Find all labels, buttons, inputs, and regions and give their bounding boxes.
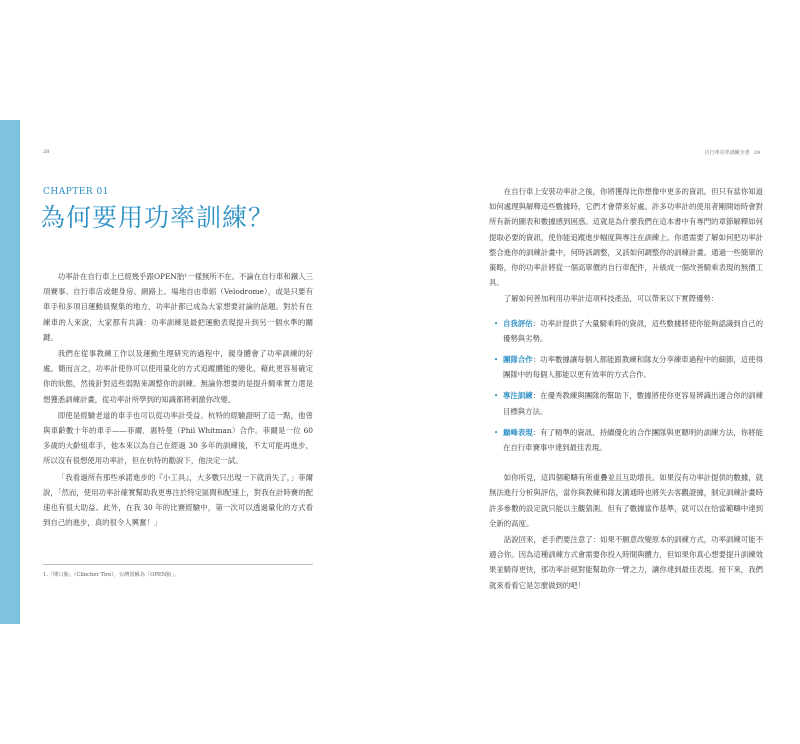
body-paragraph: 話說回來，老手們要注意了：如果不願意改變原本的訓練方式，功率訓練可能不適合你。因為這種訓練方式會需要你投入時間與體力，但如果你真心想要提升訓練效果並騎得更快，那功率計絕對能幫助你一臂之力，讓你達到最佳表現。接下來，我們就來看看它是怎麼做到的吧！: [489, 535, 763, 590]
footnote: 1.「開口胎」（Clincher Tire），台灣常稱為「OPEN胎」。: [43, 572, 180, 578]
list-item-text: [503, 425, 763, 455]
list-item: [489, 425, 763, 455]
right-page-body: [489, 184, 763, 594]
body-paragraph: 在自行車上安裝功率計之後，你將獲得比你想像中更多的資訊。但只有當你知道如何處理與解釋這些數據時，它們才會帶來好處。許多功率計的使用者剛開始時會對所有新的圖表和數據感到困惑。這就是為什麼我們在這本書中有專門的章節解釋如何提取必要的資訊，使你能追蹤進步幅度與專注在訓練上。你還需要了解如何把功率計整合進你的訓練計畫中，何時該調整，又該如何調整你的訓練計畫。通過一些簡單的策略，你的功率計將從一個高單價的自行車配件，升級成一個改善騎乘表現的無價工具。: [489, 187, 763, 288]
page-edge-color-bar: [0, 120, 20, 624]
list-item: [489, 352, 763, 382]
list-item-term: 團隊合作: [503, 355, 533, 365]
right-running-header: [701, 149, 760, 156]
list-item-text: [503, 316, 763, 346]
quote-paragraph: 「我看過所有那些承諾進步的『小工具』，大多數只出現一下就消失了，」菲爾說，「然而，使用功率計確實幫助我更專注於特定區間和配速上，對我在計時賽的配速也有很大助益。此外，在我 30 年的比賽經驗中，第一次可以透過量化的方式看到自己的進步，真的很令人興奮！」: [43, 472, 313, 528]
list-item-term: 巔峰表現: [503, 427, 533, 437]
bullet-icon: •: [493, 427, 499, 437]
list-item-text: [503, 388, 763, 418]
list-item-desc: ：功率數據讓每個人都能跟教練和隊友分享練車過程中的細節，這使得團隊中的每個人都能以更有效率的方式合作。: [503, 355, 763, 380]
list-item: [489, 388, 763, 418]
list-item-desc: ：功率計提供了大量騎乘時的資訊，這些數據將使你能夠認識到自己的優勢與劣勢。: [503, 318, 763, 343]
bullet-icon: •: [493, 391, 499, 401]
right-page-number: 29: [753, 150, 760, 156]
left-page-body: [43, 269, 313, 531]
list-item-desc: ：在優秀教練與團隊的幫助下，數據將使你更容易辨識出適合你的訓練目標與方法。: [503, 391, 763, 416]
body-paragraph: 如你所見，這四個範疇有所重疊並且互助增長。如果沒有功率計提供的數據，就無法進行分析與評估，當你與教練和隊友溝通時也將失去客觀證據，制定訓練計畫時許多參數的設定就只能以主觀猜測。但有了數據當作基準，就可以在恰當範疇中達到全新的高度。: [489, 473, 763, 528]
chapter-label: CHAPTER 01: [43, 187, 109, 197]
chapter-title: 為何要用功率訓練？: [40, 203, 275, 232]
footnote-divider: [43, 564, 313, 565]
list-item-desc: ：有了精準的資訊、持續優化的合作團隊與更聰明的訓練方法，你將能在自行車賽事中達到最佳表現。: [503, 427, 763, 453]
body-paragraph: 即使是經驗老道的車手也可以從功率計受益。杭特的經驗證明了這一點，他曾與車齡數十年的車手——菲爾．惠特曼（Phil Whitman）合作。菲爾是一位 60 多歲的大齡組車手，他本來以為自己在經過 30 多年的訓練後，不太可能再進步，所以沒有很想使用功率計，但在杭特的勸說下，他決定一試。: [43, 410, 313, 466]
bullet-icon: •: [493, 355, 499, 365]
body-paragraph: 功率計在自行車上已經幾乎跟OPEN胎¹一樣無所不在。不論在自行車和鐵人三項賽事、自行車店或健身房、網路上、場地自由車館（Velodrome），或是只要有車手和多項目運動員聚集的地方，功率計都已成為大家想要討論的話題。對於有在練車的人來說，大家都有共識：功率訓練是最把運動表現提升到另一個水準的關鍵。: [43, 272, 313, 342]
list-item: [489, 316, 763, 346]
advantages-list: [489, 316, 763, 456]
list-item-term: 專注訓練: [503, 391, 533, 401]
bullet-icon: •: [493, 318, 499, 328]
list-item-text: [503, 352, 763, 382]
body-paragraph: 我們在從事教練工作以及運動生理研究的過程中，親身體會了功率訓練的好處。簡而言之，功率計使你可以使用量化的方式追蹤體能的變化，藉此更容易確定你的狀態，然後針對這些弱點來調整你的訓練。無論你想要的是提升騎乘實力還是想獲悉訓練計畫，從功率計所學到的知識都將刺激你改變。: [43, 349, 313, 404]
body-paragraph: 了解如何善加利用功率計這項科技產品，可以帶來以下實際優勢：: [503, 294, 719, 304]
list-item-term: 自我評估: [503, 318, 533, 328]
left-page-number: 28: [43, 149, 50, 155]
running-header-title: 自行車功率訓練全書: [704, 150, 750, 156]
